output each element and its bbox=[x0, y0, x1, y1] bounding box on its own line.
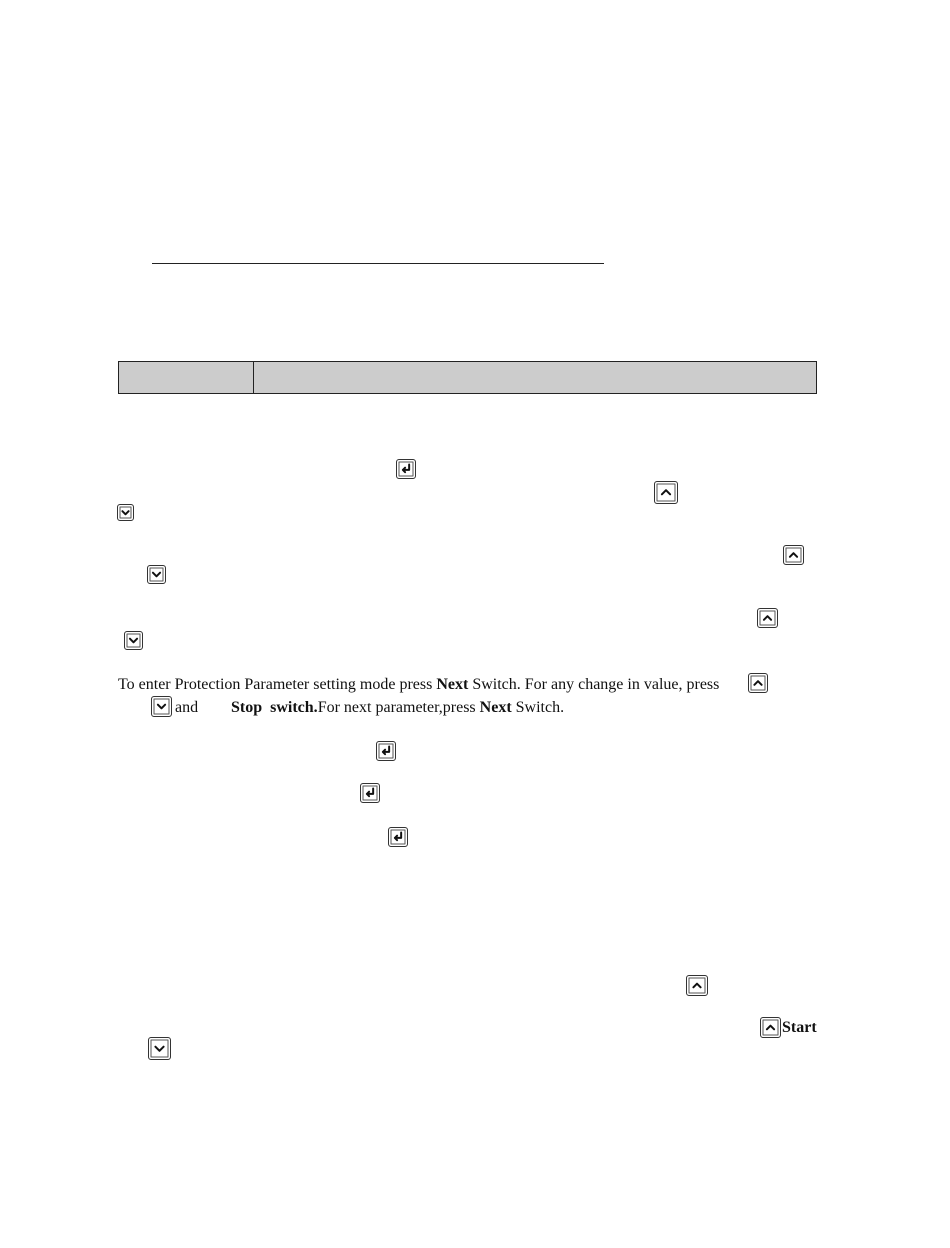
up-key-icon bbox=[654, 481, 678, 504]
next-label: Next bbox=[479, 699, 512, 716]
protection-text-2d: For next parameter,press bbox=[317, 699, 480, 716]
stop-label: Stop bbox=[231, 699, 263, 716]
next-label: Next bbox=[436, 676, 469, 693]
enter-key-icon bbox=[376, 741, 396, 761]
down-key-icon bbox=[151, 696, 172, 717]
start-label: Start bbox=[782, 1019, 817, 1036]
up-key-icon bbox=[760, 1017, 781, 1038]
down-key-icon bbox=[117, 504, 134, 521]
up-key-icon bbox=[783, 545, 804, 565]
enter-key-icon bbox=[388, 827, 408, 847]
up-key-icon bbox=[757, 608, 778, 628]
enter-key-icon bbox=[396, 459, 416, 479]
protection-text-2f: Switch. bbox=[511, 699, 565, 716]
down-key-icon bbox=[148, 1037, 171, 1060]
table-header-row bbox=[118, 361, 817, 394]
table-column-divider bbox=[253, 362, 254, 393]
protection-instruction-line-2 bbox=[231, 699, 564, 717]
protection-text-1c: Switch. For any change in value, press bbox=[468, 676, 720, 693]
down-key-icon bbox=[147, 565, 166, 584]
up-key-icon bbox=[748, 673, 768, 693]
up-key-icon bbox=[686, 975, 708, 996]
switch-label: switch. bbox=[270, 699, 318, 716]
protection-instruction-line-1 bbox=[118, 676, 719, 694]
protection-text-1a: To enter Protection Parameter setting mode press bbox=[118, 676, 437, 693]
enter-key-icon bbox=[360, 783, 380, 803]
protection-text-and: and bbox=[175, 699, 199, 716]
down-key-icon bbox=[124, 631, 143, 650]
heading-underline bbox=[152, 263, 604, 264]
